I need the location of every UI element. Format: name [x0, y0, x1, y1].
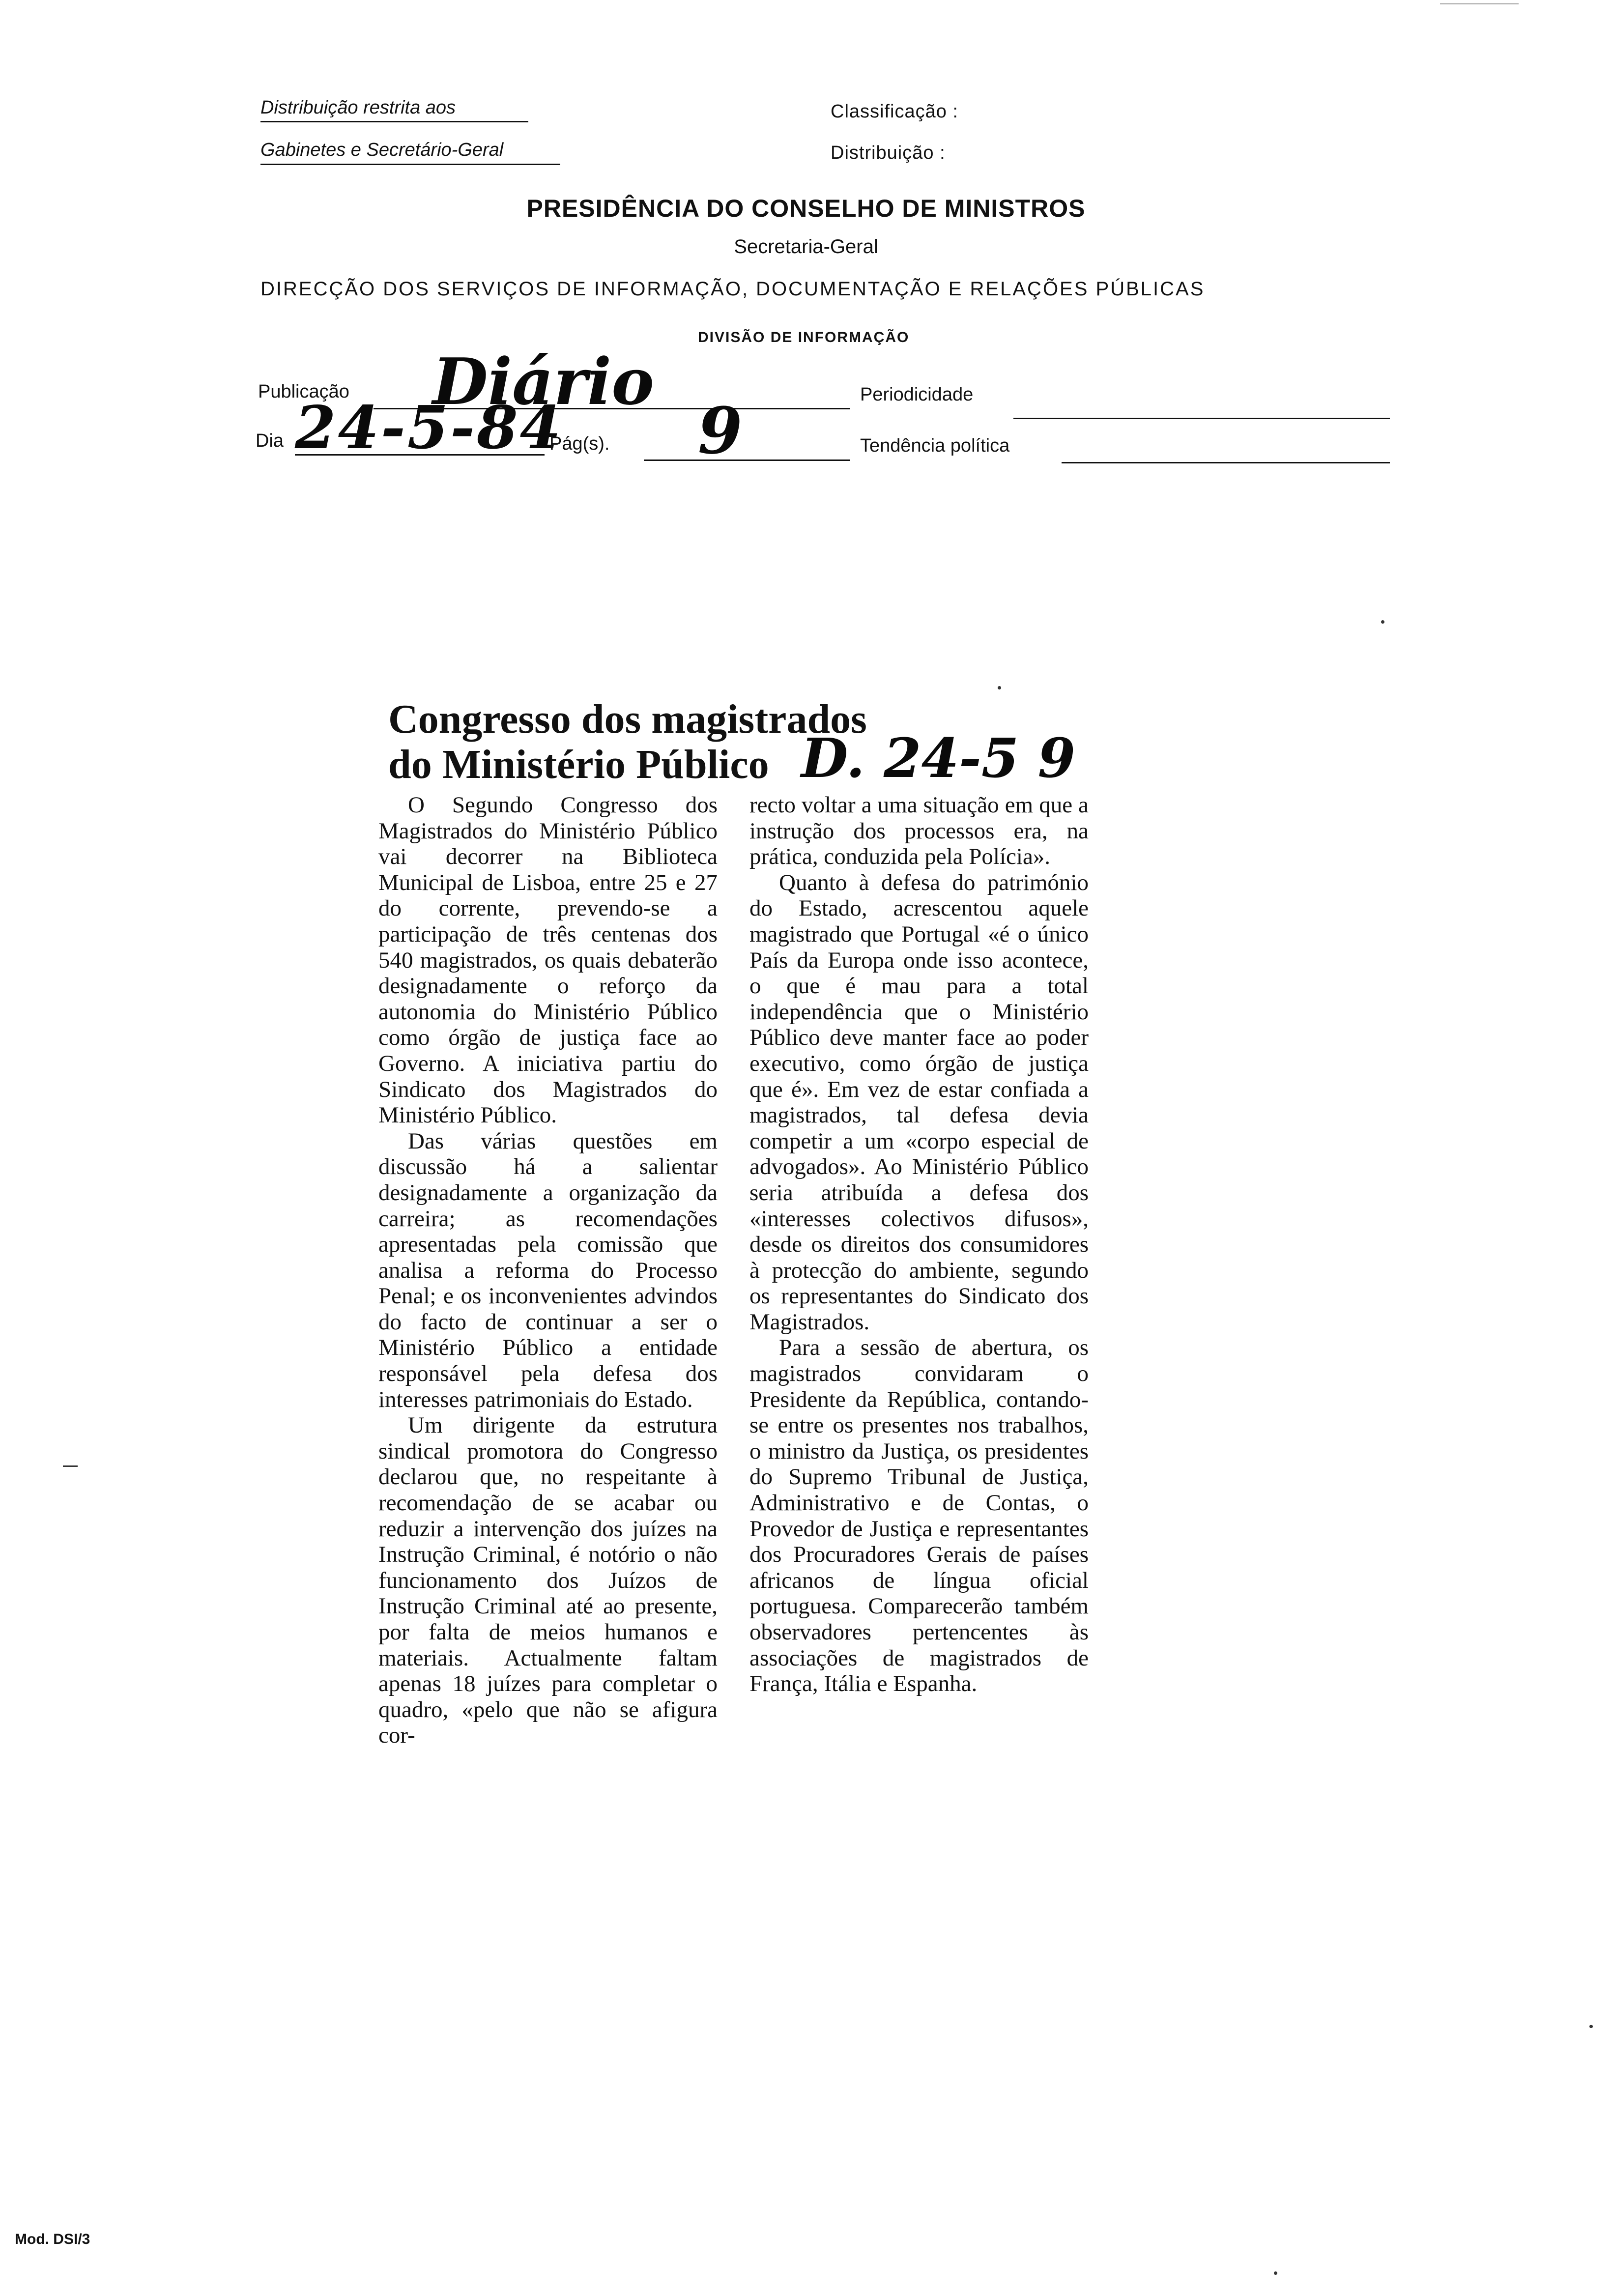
pages-line	[644, 459, 850, 461]
article-paragraph: Quanto à defesa do património do Estado, acrescentou aquele magistrado que Portugal «é o único País da Europa onde isso acontece, o que é mau para a total independência que o Ministério Público deve manter face ao poder executivo, como órgão de justiça que é». Em vez de estar confiada a magistrados, tal defesa devia competir a um «corpo especial de advogados». Ao Ministério Público seria atribuída a defesa dos «interesses colectivos difusos», desde os direitos dos consumidores à protecção do ambiente, segundo os representantes do Sindicato dos Magistrados.	[749, 869, 1089, 1335]
day-handwritten: 24-5-84	[295, 393, 563, 462]
day-label: Dia	[256, 430, 284, 451]
article-paragraph: Das várias questões em discussão há a salientar designadamente a organização da carreira; as recomendações apresentadas pela comissão que analisa a reforma do Processo Penal; e os inconvenientes advindos do facto de continuar a ser o Ministério Público a entidade responsável pela defesa dos interesses patrimoniais do Estado.	[378, 1128, 718, 1412]
pages-handwritten: 9	[698, 393, 743, 468]
article-paragraph: Para a sessão de abertura, os magistrados convidaram o Presidente da República, contando-se entre os presentes nos trabalhos, o ministro da Justiça, os presidentes do Supremo Tribunal de Justiça, Administrativo e de Contas, o Provedor de Justiça e representantes dos Procuradores Gerais de países africanos de língua oficial portuguesa. Comparecerão também observadores pertencentes às associações de magistrados de França, Itália e Espanha.	[749, 1335, 1089, 1697]
restricted-distribution-line2: Gabinetes e Secretário-Geral	[260, 140, 504, 160]
secretariat-name: Secretaria-Geral	[734, 236, 878, 258]
margin-mark	[63, 1465, 78, 1467]
article-right-column	[749, 792, 1089, 1697]
restricted-distribution-line1: Distribuição restrita aos	[260, 97, 456, 118]
institution-name: PRESIDÊNCIA DO CONSELHO DE MINISTROS	[526, 195, 1086, 222]
tendency-line	[1062, 462, 1390, 463]
publication-handwritten: Diário	[432, 344, 654, 419]
scan-speck	[1381, 620, 1384, 624]
periodicity-line	[1013, 418, 1390, 419]
headline-line2: do Ministério Público	[388, 742, 769, 787]
form-code: Mod. DSI/3	[15, 2231, 90, 2247]
headline-line1: Congresso dos magistrados	[388, 696, 867, 742]
directorate-name: DIRECÇÃO DOS SERVIÇOS DE INFORMAÇÃO, DOCUMENTAÇÃO E RELAÇÕES PÚBLICAS	[260, 278, 1205, 300]
tendency-label: Tendência política	[860, 435, 1010, 456]
scan-speck	[998, 686, 1001, 689]
article-paragraph: Um dirigente da estrutura sindical promotora do Congresso declarou que, no respeitante à recomendação de se acabar ou reduzir a intervenção dos juízes na Instrução Criminal, é notório o não funcionamento dos Juízos de Instrução Criminal até ao presente, por falta de meios humanos e materiais. Actualmente faltam apenas 18 juízes para completar o quadro, «pelo que não se afigura cor-	[378, 1412, 718, 1749]
article-paragraph: O Segundo Congresso dos Magistrados do Ministério Público vai decorrer na Biblioteca Municipal de Lisboa, entre 25 e 27 do corrente, prevendo-se a participação de três centenas dos 540 magistrados, os quais debaterão designadamente o reforço da autonomia do Ministério Público como órgão de justiça face ao Governo. A iniciativa partiu do Sindicato dos Magistrados do Ministério Público.	[378, 792, 718, 1128]
classification-label: Classificação :	[831, 101, 958, 122]
scan-speck	[1589, 2025, 1593, 2028]
underline-rule	[260, 121, 528, 122]
clipping-handwritten-note: D. 24-5 9	[801, 726, 1076, 790]
article-paragraph-continuation: recto voltar a uma situação em que a instrução dos processos era, na prática, conduzida pela Polícia».	[749, 792, 1089, 870]
article-left-column	[378, 792, 718, 1749]
scan-edge-mark	[1440, 3, 1519, 4]
distribution-label: Distribuição :	[831, 143, 946, 163]
scan-speck	[1274, 2271, 1277, 2275]
periodicity-label: Periodicidade	[860, 384, 974, 405]
underline-rule	[260, 164, 560, 165]
pages-label: Pág(s).	[549, 433, 610, 454]
division-name: DIVISÃO DE INFORMAÇÃO	[698, 329, 910, 345]
publication-label: Publicação	[258, 381, 349, 402]
